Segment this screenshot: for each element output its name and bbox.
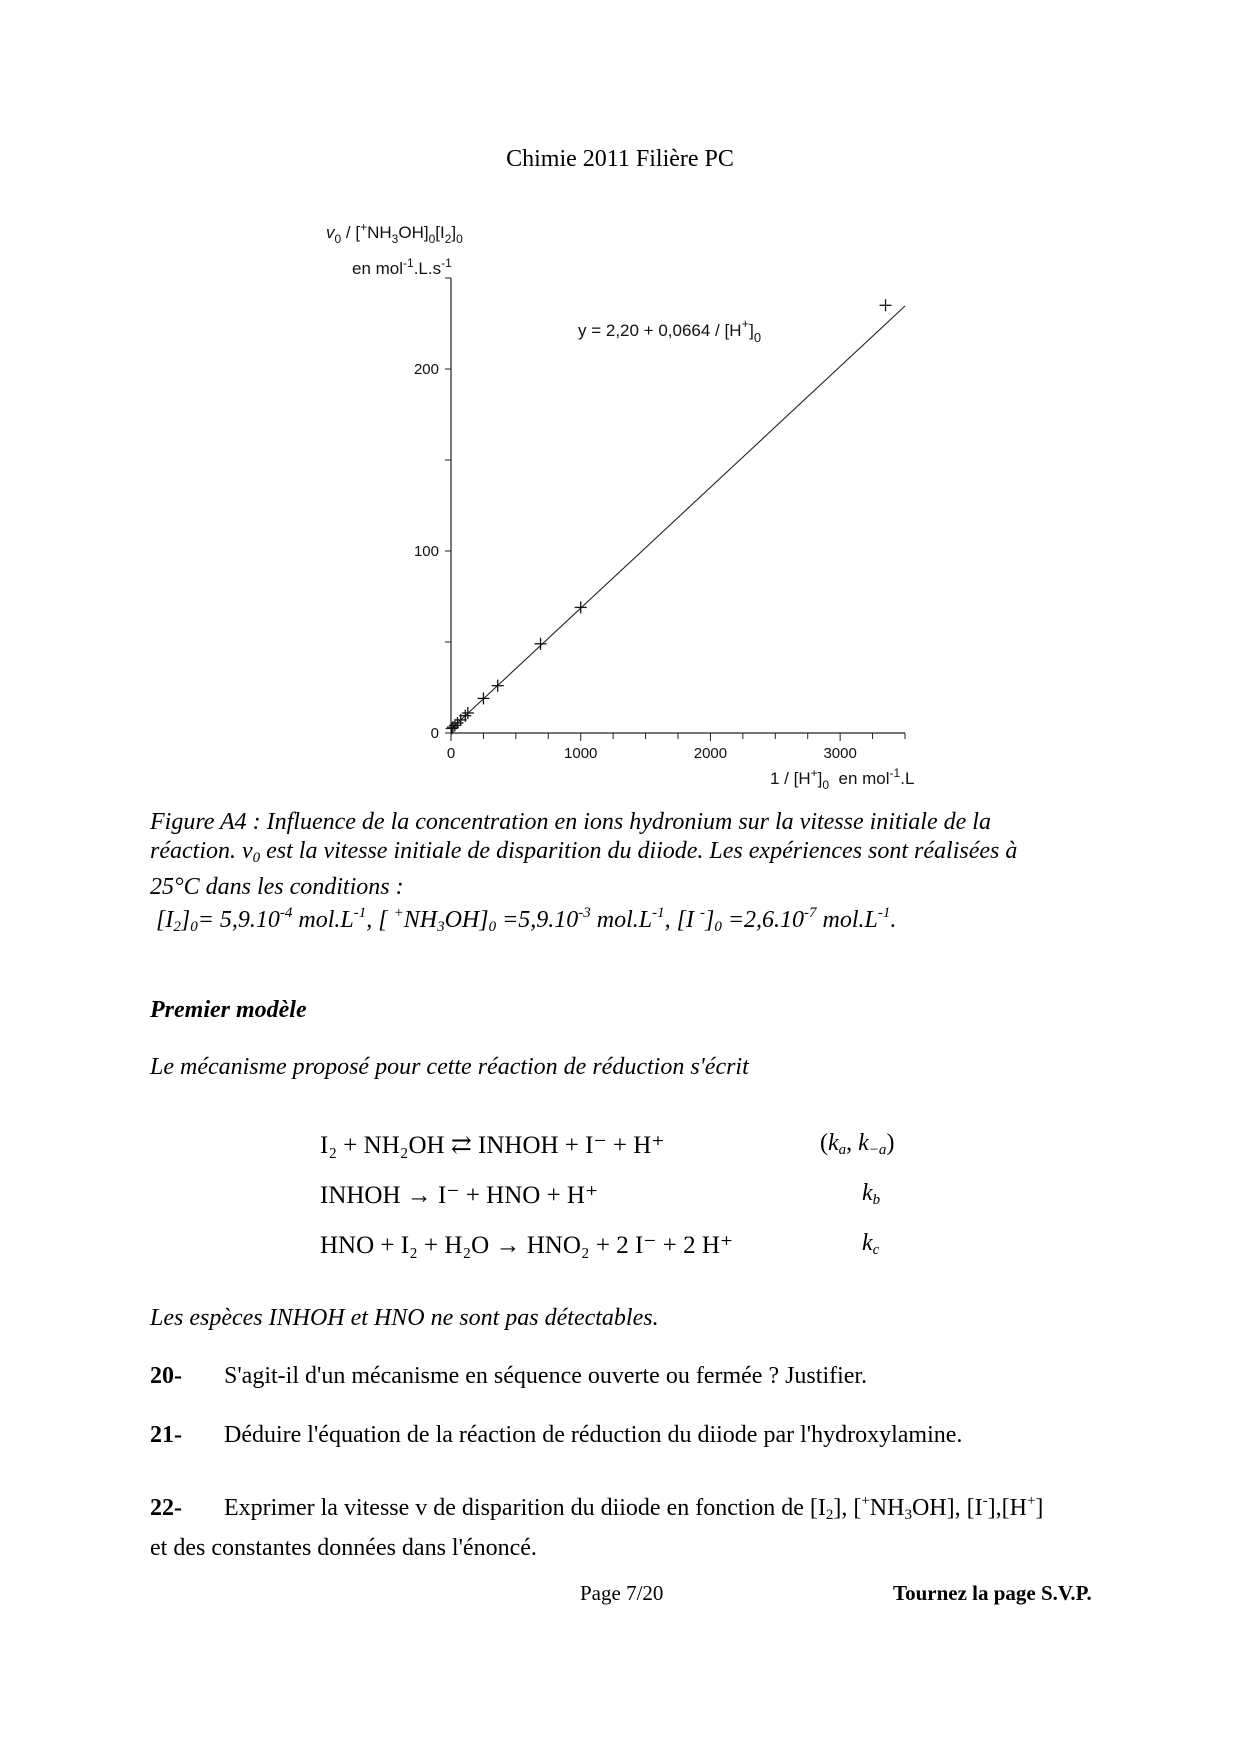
data-point (535, 638, 547, 650)
y-tick-label: 200 (413, 361, 439, 378)
fit-line (451, 306, 905, 729)
fit-equation: $y = 2,20 + 0,0664 / [H^+]_0$ (578, 316, 762, 345)
question-22: 22- Exprimer la vitesse v de disparition du diiode en fonction de $[I_2]$, $[^+NH_3OH]$, [I-],[H+] et des constantes données dans l'énoncé. (150, 1493, 1044, 1561)
y-axis-units: en $mol^{-1}.L.s^{-1}$ (352, 256, 452, 278)
mechanism-step-3: HNO + I₂ + H₂O → HNO₂ + 2 I⁻ + 2 H⁺ (320, 1232, 734, 1259)
mechanism-step-1: I₂ + NH₂OH ⇄ INHOH + I⁻ + H⁺ (320, 1132, 665, 1159)
figure-caption (150, 808, 1090, 902)
data-point (880, 299, 892, 311)
chart-ticks (414, 278, 905, 762)
caption-line-1: Figure A4 : Influence de la concentration en ions hydronium sur la vitesse initiale de la (150, 809, 991, 835)
section-intro: Le mécanisme proposé pour cette réaction de réduction s'écrit (150, 1054, 749, 1080)
caption-line-2: réaction. $v_0$ est la vitesse initiale de disparition du diiode. Les expériences sont réalisées à (150, 838, 1018, 866)
section-title: Premier modèle (150, 997, 307, 1023)
x-tick-label: 1000 (564, 745, 598, 762)
rate-vs-inverse-h-plus-chart (0, 0, 1240, 800)
question-20: 20- S'agit-il d'un mécanisme en séquence ouverte ou fermée ? Justifier. (150, 1363, 868, 1389)
chart-axes (451, 278, 905, 733)
caption-line-3: 25°C dans les conditions : (150, 874, 404, 900)
x-tick-label: 3000 (823, 745, 857, 762)
question-21: 21- Déduire l'équation de la réaction de réduction du diiode par l'hydroxylamine. (150, 1422, 963, 1448)
turn-page-note: Tournez la page S.V.P. (893, 1581, 1092, 1605)
x-tick-label: 2000 (693, 745, 728, 762)
mechanism-step-2-constant: $k_b$ (862, 1180, 881, 1208)
y-tick-label: 100 (413, 543, 439, 560)
mechanism-step-3-constant: $k_c$ (862, 1230, 880, 1258)
data-points (446, 299, 892, 734)
mechanism-step-1-constants: ($k_a$, $k_{-a}$) (820, 1130, 895, 1158)
experimental-conditions: $[I_2]_0= 5,9.10^{-4}$ $mol.L^{-1}$, [ $^+NH_3OH]_0 =5,9.10^{-3}$ $mol.L^{-1}$, [I $^-]_0 =2,6.10^{-7}$ $mol.L^{-1}$. (156, 905, 897, 935)
x-axis-label: $1 / [H^+]_0$ en mol$^{-1}$.L (770, 766, 915, 792)
undetectable-species-note: Les espèces INHOH et HNO ne sont pas détectables. (150, 1305, 659, 1331)
page-number: Page 7/20 (580, 1581, 664, 1605)
y-axis-label: $v_0 / [^+NH_3OH]_0[I_2]_0$ (326, 220, 463, 246)
mechanism-step-2: INHOH → I⁻ + HNO + H⁺ (320, 1182, 599, 1209)
y-tick-label: 0 (430, 725, 439, 742)
page-header: Chimie 2011 Filière PC (506, 146, 734, 172)
x-tick-label: 0 (446, 745, 456, 762)
